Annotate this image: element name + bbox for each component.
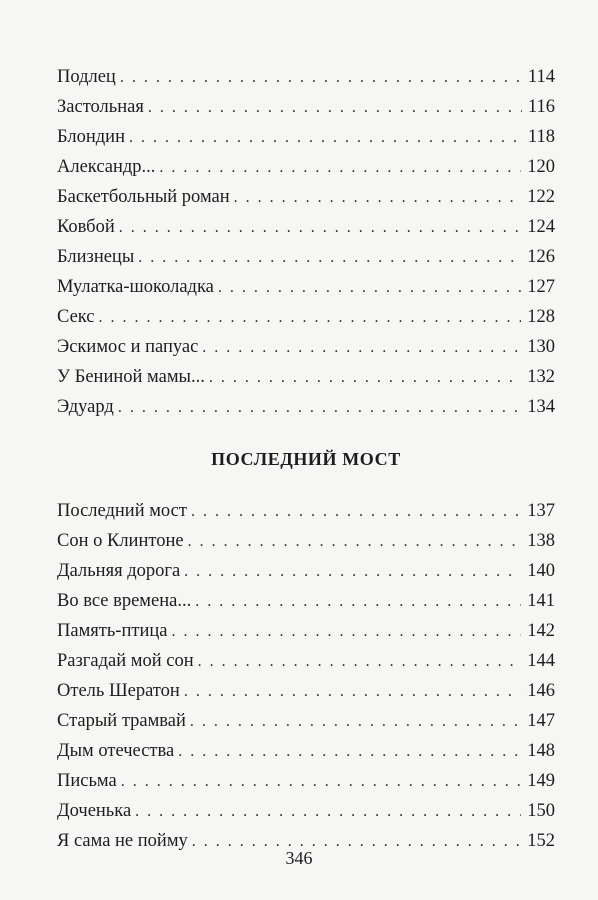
toc-entry-page: 137 [527, 501, 555, 521]
toc-entry [57, 766, 555, 796]
toc-group-2 [57, 496, 555, 856]
toc-leader-dots [184, 557, 521, 587]
toc-entry-page: 132 [527, 367, 555, 387]
toc-entry-title: У Бениной мамы... [57, 367, 205, 387]
toc-entry-page: 128 [527, 307, 555, 327]
toc-leader-dots [129, 123, 522, 153]
toc-entry-title: Дым отечества [57, 741, 175, 761]
toc-entry [57, 736, 555, 766]
toc-entry-page: 152 [527, 831, 555, 851]
toc-entry-title: Застольная [57, 97, 144, 117]
toc-entry-page: 124 [527, 217, 555, 237]
toc-entry-page: 116 [527, 97, 555, 117]
toc-entry-page: 114 [527, 67, 555, 87]
toc-leader-dots [159, 153, 521, 183]
toc-leader-dots [198, 647, 522, 677]
toc-entry-title: Письма [57, 771, 117, 791]
toc-entry [57, 212, 555, 242]
toc-entry-page: 134 [527, 397, 555, 417]
toc-leader-dots [188, 527, 522, 557]
toc-entry [57, 646, 555, 676]
toc-group-1 [57, 62, 555, 422]
toc-entry-title: Сон о Клинтоне [57, 531, 184, 551]
toc-entry [57, 92, 555, 122]
toc-entry-title: Александр... [57, 157, 156, 177]
toc-leader-dots [234, 183, 522, 213]
toc-entry-title: Мулатка-шоколадка [57, 277, 214, 297]
toc-entry-page: 140 [527, 561, 555, 581]
toc-entry [57, 332, 555, 362]
toc-entry-title: Память-птица [57, 621, 168, 641]
toc-entry-page: 126 [527, 247, 555, 267]
toc-entry [57, 392, 555, 422]
toc-entry [57, 796, 555, 826]
toc-entry-page: 120 [527, 157, 555, 177]
toc-entry [57, 496, 555, 526]
toc-leader-dots [121, 767, 522, 797]
toc-entry-title: Блондин [57, 127, 125, 147]
toc-entry-page: 122 [527, 187, 555, 207]
toc-entry-title: Секс [57, 307, 95, 327]
toc-entry-page: 144 [527, 651, 555, 671]
toc-leader-dots [99, 303, 522, 333]
toc-entry-title: Доченька [57, 801, 132, 821]
toc-entry-title: Дальняя дорога [57, 561, 181, 581]
toc-entry-page: 130 [527, 337, 555, 357]
toc-entry [57, 616, 555, 646]
toc-entry-title: Разгадай мой сон [57, 651, 194, 671]
toc-entry [57, 302, 555, 332]
toc-entry-page: 127 [527, 277, 555, 297]
toc-entry-page: 148 [527, 741, 555, 761]
toc-entry [57, 122, 555, 152]
toc-entry-title: Близнецы [57, 247, 135, 267]
toc-leader-dots [218, 273, 521, 303]
toc-leader-dots [148, 93, 522, 123]
toc-entry [57, 152, 555, 182]
toc-leader-dots [171, 617, 521, 647]
toc-entry-title: Отель Шератон [57, 681, 180, 701]
toc-entry [57, 556, 555, 586]
toc-entry [57, 62, 555, 92]
toc-entry-page: 150 [527, 801, 555, 821]
toc-entry-title: Баскетбольный роман [57, 187, 230, 207]
toc-entry-title: Ковбой [57, 217, 115, 237]
toc-entry-page: 142 [527, 621, 555, 641]
toc-leader-dots [120, 63, 522, 93]
toc-leader-dots [138, 243, 521, 273]
toc-leader-dots [135, 797, 521, 827]
toc-entry-title: Эдуард [57, 397, 114, 417]
toc-entry-page: 138 [527, 531, 555, 551]
toc-leader-dots [202, 333, 521, 363]
toc-entry-page: 147 [527, 711, 555, 731]
section-heading: ПОСЛЕДНИЙ МОСТ [211, 449, 401, 469]
page-number: 346 [285, 848, 313, 868]
toc-entry-page: 118 [527, 127, 555, 147]
toc-entry [57, 242, 555, 272]
toc-entry-title: Последний мост [57, 501, 187, 521]
toc-leader-dots [191, 497, 521, 527]
toc-entry [57, 676, 555, 706]
toc-leader-dots [184, 677, 521, 707]
toc-leader-dots [195, 587, 521, 617]
toc-entry-title: Подлец [57, 67, 116, 87]
toc-entry [57, 362, 555, 392]
toc-entry [57, 526, 555, 556]
toc-entry-title: Я сама не пойму [57, 831, 188, 851]
toc-leader-dots [190, 707, 521, 737]
toc-entry-page: 141 [527, 591, 555, 611]
toc-entry [57, 586, 555, 616]
toc-entry-page: 149 [527, 771, 555, 791]
toc-entry-title: Во все времена... [57, 591, 192, 611]
toc-entry-page: 146 [527, 681, 555, 701]
toc-leader-dots [118, 393, 521, 423]
toc-entry-title: Эскимос и папуас [57, 337, 199, 357]
toc-entry [57, 706, 555, 736]
table-of-contents [57, 62, 555, 856]
toc-leader-dots [119, 213, 522, 243]
toc-entry [57, 272, 555, 302]
toc-entry-title: Старый трамвай [57, 711, 186, 731]
toc-leader-dots [178, 737, 521, 767]
toc-entry [57, 182, 555, 212]
toc-leader-dots [209, 363, 521, 393]
